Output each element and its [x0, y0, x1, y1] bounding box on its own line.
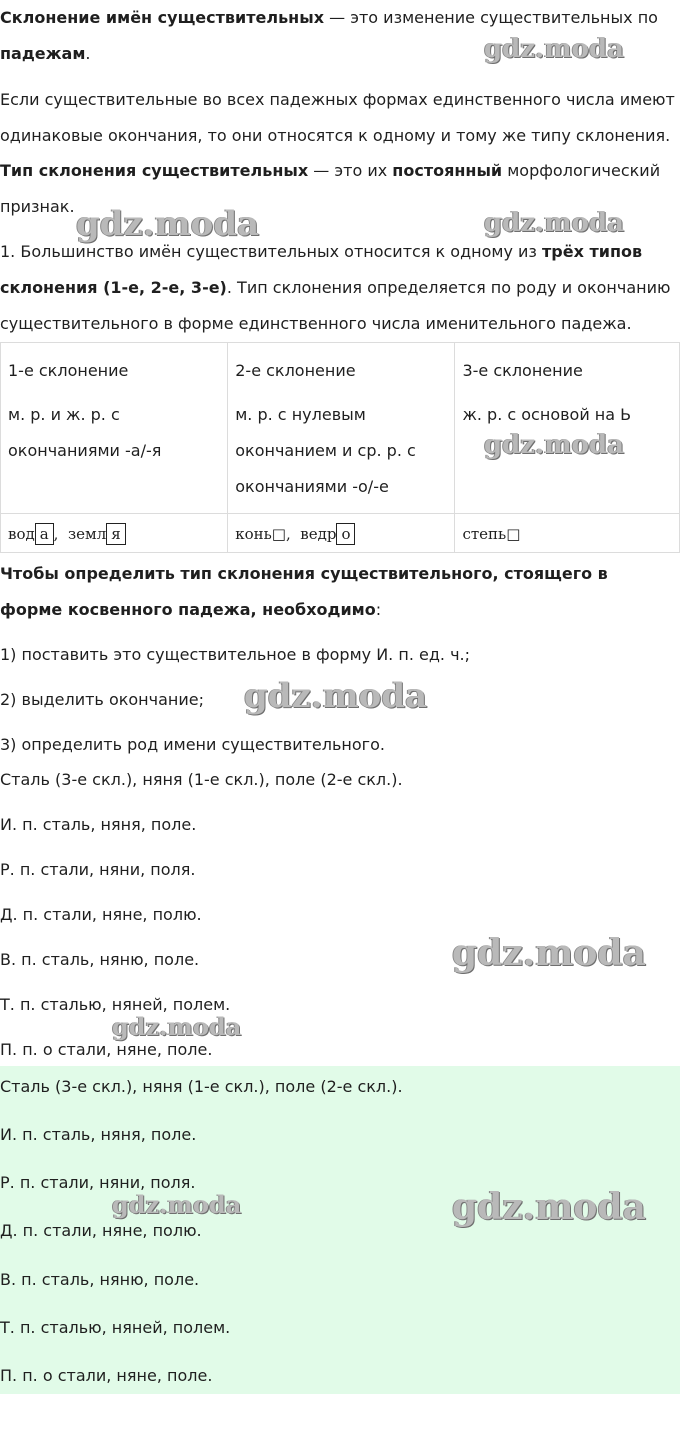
answer-line: И. п. сталь, няня, поле.	[0, 1125, 197, 1144]
ending-box: а	[35, 523, 54, 545]
column-head-3: 3-е склонение	[462, 361, 583, 380]
period: .	[85, 44, 91, 63]
answer-line: Д. п. стали, няне, полю.	[0, 1221, 202, 1240]
ending-box: я	[106, 523, 125, 545]
example-cell-3	[455, 514, 680, 553]
definition-paragraph-cont	[0, 36, 680, 72]
paragraph-three-types	[0, 234, 680, 342]
term-declension-type: Тип склонения существительных	[0, 161, 309, 180]
example-cell-2	[228, 514, 455, 553]
text-rest: морфологический признак.	[0, 161, 661, 216]
example-line: В. п. сталь, няню, поле.	[0, 950, 200, 969]
watermark-logo: gdz.moda	[484, 34, 625, 64]
watermark-logo: gdz.moda	[244, 676, 428, 716]
example-line: Р. п. стали, няни, поля.	[0, 860, 196, 879]
word-stem: вод	[8, 525, 35, 543]
rule-paragraph	[0, 556, 650, 628]
step-2: 2) выделить окончание;	[0, 690, 204, 709]
column-head-1: 1-е склонение	[8, 361, 129, 380]
column-desc-1: м. р. и ж. р. с окончаниями -а/-я	[8, 405, 162, 460]
text-rest: . Тип склонения определяется по роду и окончанию существительного в форме единственного числа именительного падежа.	[0, 278, 671, 333]
example-line: Сталь (3-е скл.), няня (1-е скл.), поле (2-е скл.).	[0, 770, 403, 789]
definition-text: — это изменение существительных по	[324, 8, 658, 27]
paragraph-same-endings: Если существительные во всех падежных формах единственного числа имеют одинаковые окончания, то они относятся к одному и тому же типу склонения.	[0, 90, 675, 145]
answer-line: Р. п. стали, няни, поля.	[0, 1173, 196, 1192]
table-cell-2	[228, 343, 455, 514]
column-head-2: 2-е склонение	[235, 361, 356, 380]
example-cell-1	[1, 514, 228, 553]
step-3: 3) определить род имени существительного.	[0, 735, 385, 754]
answer-line: Т. п. сталью, няней, полем.	[0, 1318, 231, 1337]
watermark-logo: gdz.moda	[112, 1012, 242, 1041]
watermark-logo: gdz.moda	[484, 430, 625, 460]
table-cell-1	[1, 343, 228, 514]
definition-paragraph	[0, 0, 680, 36]
answer-block	[0, 1066, 680, 1394]
column-desc-2: м. р. с нулевым окончанием и ср. р. с окончаниями -о/-е	[235, 405, 416, 496]
watermark-logo: gdz.moda	[452, 932, 646, 974]
paragraph-declension-type	[0, 153, 680, 225]
table-cell-3	[455, 343, 680, 514]
ending-box: о	[336, 523, 355, 545]
watermark-logo: gdz.moda	[452, 1186, 646, 1228]
term-constant: постоянный	[392, 161, 503, 180]
colon: :	[375, 600, 382, 619]
column-desc-3: ж. р. с основой на Ь	[462, 405, 632, 424]
word-stem: ведр	[300, 525, 337, 543]
term-declension: Склонение имён существительных	[0, 8, 325, 27]
answer-line: Сталь (3-е скл.), няня (1-е скл.), поле (2-е скл.).	[0, 1077, 403, 1096]
table-row	[1, 343, 680, 514]
answer-line: В. п. сталь, няню, поле.	[0, 1270, 200, 1289]
term-three-types: трёх типов склонения (1-е, 2-е, 3-е)	[0, 242, 643, 297]
word-zero-ending: конь□,	[235, 525, 301, 543]
rule-text: Чтобы определить тип склонения существительного, стоящего в форме косвенного падежа, необходимо	[0, 564, 608, 619]
table-row-examples	[1, 514, 680, 553]
text-start: 1. Большинство имён существительных относится к одному из	[0, 242, 542, 261]
watermark-logo: gdz.moda	[112, 1190, 242, 1219]
example-line: Д. п. стали, няне, полю.	[0, 905, 202, 924]
word-zero-ending: степь□	[462, 525, 521, 543]
separator: ,	[53, 525, 68, 543]
step-1: 1) поставить это существительное в форму И. п. ед. ч.;	[0, 645, 470, 664]
answer-line: П. п. о стали, няне, поле.	[0, 1366, 213, 1385]
example-line: П. п. о стали, няне, поле.	[0, 1040, 213, 1059]
watermark-logo: gdz.moda	[76, 204, 260, 244]
term-cases: падежам	[0, 44, 86, 63]
example-line: Т. п. сталью, няней, полем.	[0, 995, 231, 1014]
declension-table	[0, 342, 680, 553]
example-line: И. п. сталь, няня, поле.	[0, 815, 197, 834]
text-mid: — это их	[308, 161, 393, 180]
word-stem: земл	[67, 525, 107, 543]
watermark-logo: gdz.moda	[484, 208, 625, 238]
